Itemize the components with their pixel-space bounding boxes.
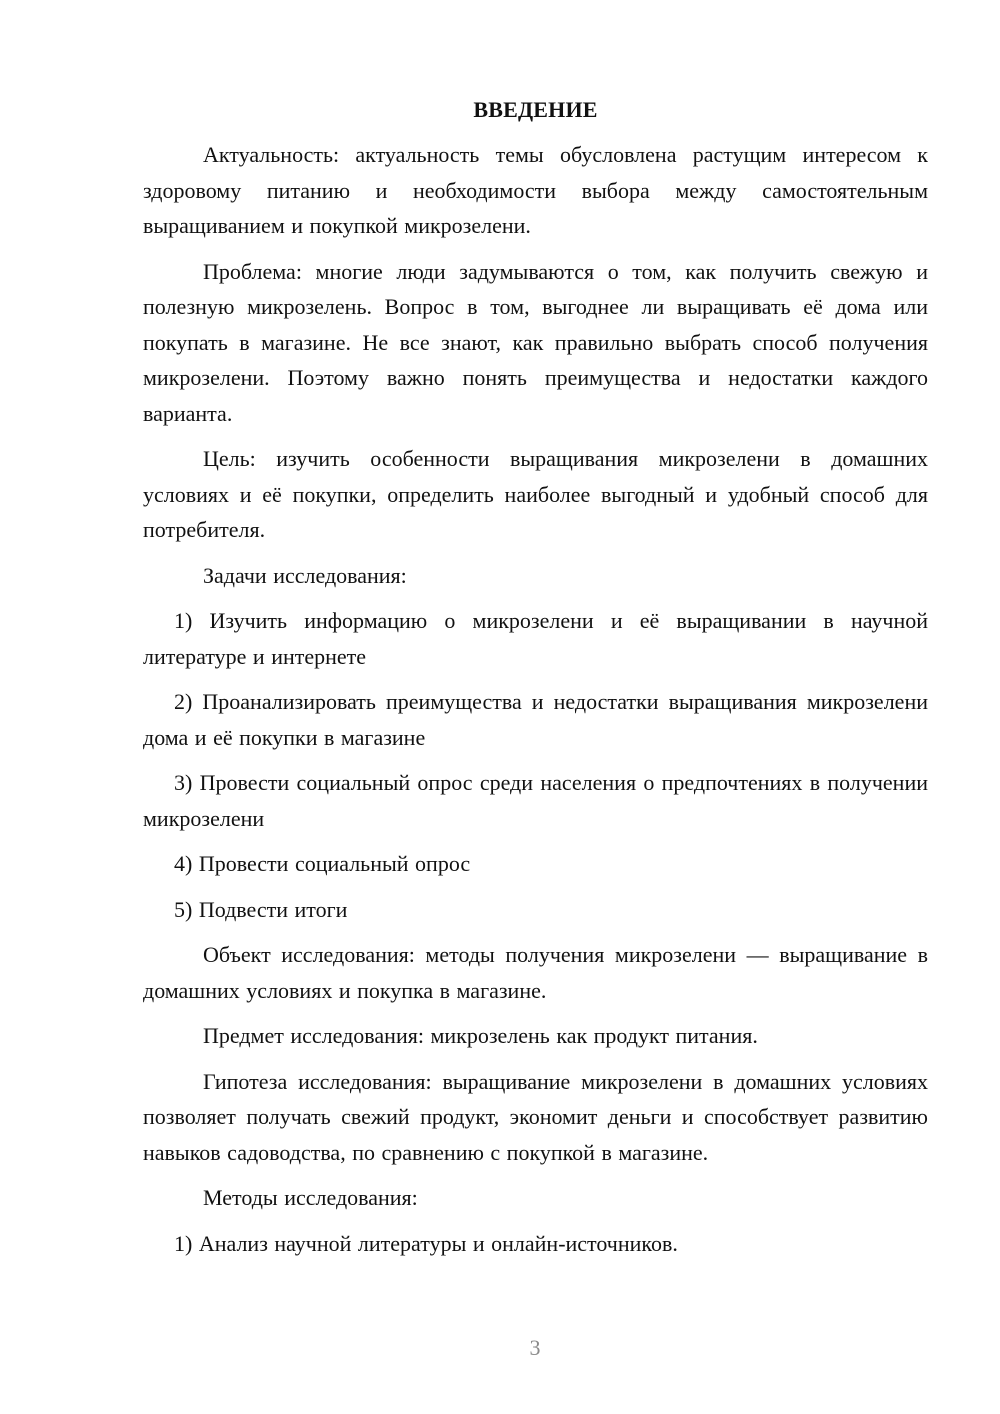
section-title: ВВЕДЕНИЕ: [473, 97, 598, 122]
paragraph-methods-heading: Методы исследования:: [203, 1185, 418, 1210]
page-number: 3: [529, 1335, 541, 1360]
page-content: [143, 92, 928, 1271]
paragraph-object: Объект исследования: методы получения микрозелени — выращивание в домашних условиях и покупка в магазине.: [143, 942, 928, 1003]
paragraph-hypothesis: Гипотеза исследования: выращивание микрозелени в домашних условиях позволяет получать свежий продукт, экономит деньги и способствует развитию навыков садоводства, по сравнению с покупкой в магазине.: [143, 1068, 928, 1165]
task-item-3: 3) Провести социальный опрос среди населения о предпочтениях в получении микрозелени: [143, 770, 928, 831]
task-item-4: 4) Провести социальный опрос: [174, 851, 471, 876]
method-item-1: 1) Анализ научной литературы и онлайн-источников.: [174, 1230, 678, 1256]
paragraph-relevance: Актуальность: актуальность темы обусловлена растущим интересом к здоровому питанию и необходимости выбора между самостоятельным выращиванием и покупкой микрозелени.: [143, 142, 928, 238]
task-item-5: 5) Подвести итоги: [174, 896, 348, 922]
paragraph-problem: Проблема: многие люди задумываются о том, как получить свежую и полезную микрозелень. Вопрос в том, выгоднее ли выращивать её дома или покупать в магазине. Не все знают, как правильно выбрать способ получения микрозелени. Поэтому важно понять преимущества и недостатки каждого варианта.: [143, 258, 928, 426]
task-item-1: 1) Изучить информацию о микрозелени и её выращивании в научной литературе и интернете: [143, 608, 928, 669]
paragraph-tasks-heading: Задачи исследования:: [203, 562, 407, 588]
task-item-2: 2) Проанализировать преимущества и недостатки выращивания микрозелени дома и её покупки в магазине: [143, 689, 928, 750]
paragraph-goal: Цель: изучить особенности выращивания микрозелени в домашних условиях и её покупки, определить наиболее выгодный и удобный способ для потребителя.: [143, 446, 928, 542]
paragraph-subject: Предмет исследования: микрозелень как продукт питания.: [203, 1023, 758, 1048]
